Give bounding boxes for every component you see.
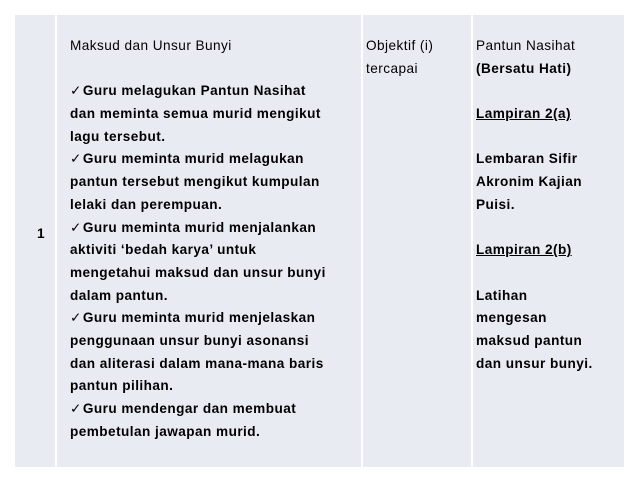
activity-item-line bbox=[70, 375, 360, 398]
latihan-line: maksud pantun bbox=[476, 332, 583, 348]
activity-item-first-line bbox=[70, 148, 360, 171]
activity-item-line bbox=[70, 262, 360, 285]
activity-text: aktiviti ‘bedah karya’ untuk bbox=[70, 242, 257, 258]
latihan-line: mengesan bbox=[476, 310, 547, 326]
activity-item-first-line bbox=[70, 307, 360, 330]
materials-cell bbox=[476, 35, 622, 375]
activity-item-line bbox=[70, 171, 360, 194]
activity-item-line bbox=[70, 330, 360, 353]
checkmark-icon: ✓ bbox=[70, 151, 82, 167]
objective-cell bbox=[366, 35, 470, 80]
activity-item-line bbox=[70, 285, 360, 308]
column-divider bbox=[471, 15, 473, 467]
checkmark-icon: ✓ bbox=[70, 219, 82, 235]
activity-text: penggunaan unsur bunyi asonansi bbox=[70, 332, 310, 348]
lampiran-2b-link[interactable]: Lampiran 2(b) bbox=[476, 242, 572, 258]
activity-text: dalam pantun. bbox=[70, 287, 168, 303]
sifir-line: Lembaran Sifir bbox=[476, 151, 578, 167]
activity-list bbox=[70, 80, 360, 443]
activity-cell bbox=[70, 35, 360, 443]
activity-text: lagu tersebut. bbox=[70, 128, 166, 144]
lampiran-2a-link[interactable]: Lampiran 2(a) bbox=[476, 106, 571, 122]
sifir-line: Akronim Kajian bbox=[476, 174, 583, 190]
materials-title-line: Pantun Nasihat bbox=[476, 38, 576, 53]
activity-item-line bbox=[70, 103, 360, 126]
activity-text: Guru meminta murid menjelaskan bbox=[82, 310, 316, 326]
row-number: 1 bbox=[37, 226, 46, 241]
objective-line: Objektif (i) bbox=[366, 38, 434, 53]
activity-text: Guru meminta murid menjalankan bbox=[82, 219, 317, 235]
activity-text: pembetulan jawapan murid. bbox=[70, 423, 261, 439]
objective-line: tercapai bbox=[366, 60, 418, 76]
column-divider bbox=[55, 15, 57, 467]
activity-text: Guru meminta murid melagukan bbox=[82, 151, 304, 167]
checkmark-icon: ✓ bbox=[70, 401, 82, 416]
materials-title-line: (Bersatu Hati) bbox=[476, 60, 572, 76]
activity-text: pantun pilihan. bbox=[70, 378, 174, 394]
activity-item-line bbox=[70, 126, 360, 149]
lesson-table bbox=[15, 15, 624, 467]
latihan-line: Latihan bbox=[476, 287, 528, 303]
activity-text: dan aliterasi dalam mana-mana baris bbox=[70, 355, 324, 371]
checkmark-icon: ✓ bbox=[70, 310, 82, 326]
activity-text: dan meminta semua murid mengikut bbox=[70, 106, 321, 122]
activity-text: pantun tersebut mengikut kumpulan bbox=[70, 174, 320, 190]
activity-item-line bbox=[70, 239, 360, 262]
activity-text: mengetahui maksud dan unsur bunyi bbox=[70, 264, 326, 280]
activity-item-first-line bbox=[70, 398, 360, 421]
latihan-line: dan unsur bunyi. bbox=[476, 355, 593, 371]
activity-text: Guru melagukan Pantun Nasihat bbox=[82, 83, 306, 99]
activity-heading: Maksud dan Unsur Bunyi bbox=[70, 38, 232, 53]
activity-item-line bbox=[70, 353, 360, 376]
activity-item-first-line bbox=[70, 217, 360, 240]
sifir-line: Puisi. bbox=[476, 196, 515, 212]
column-divider bbox=[361, 15, 363, 467]
activity-text: Guru mendengar dan membuat bbox=[82, 401, 297, 416]
activity-item-line bbox=[70, 194, 360, 217]
activity-item-line bbox=[70, 421, 360, 444]
activity-text: lelaki dan perempuan. bbox=[70, 196, 223, 212]
checkmark-icon: ✓ bbox=[70, 83, 82, 99]
activity-item-first-line bbox=[70, 80, 360, 103]
